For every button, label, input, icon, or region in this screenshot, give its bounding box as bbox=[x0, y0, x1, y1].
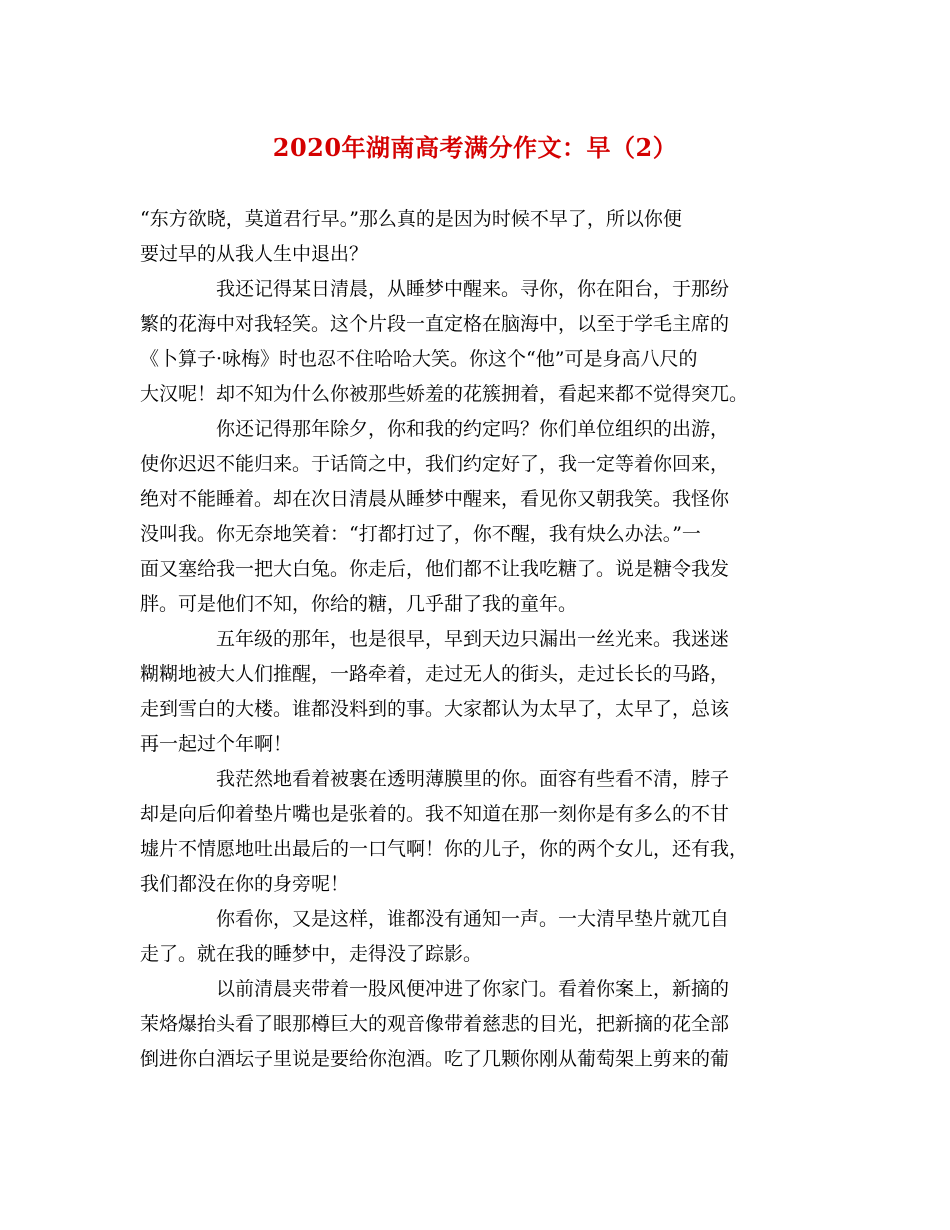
text-line: 我茫然地看着被裹在透明薄膜里的你。面容有些看不清，脖子 bbox=[140, 768, 730, 790]
text-line: “东方欲晓，莫道君行早。”那么真的是因为时候不早了，所以你便 bbox=[140, 208, 682, 230]
text-line: 却是向后仰着垫片嘴也是张着的。我不知道在那一刻你是有多么的不甘 bbox=[140, 803, 730, 825]
text-line: 《卜算子·咏梅》时也忍不住哈哈大笑。你这个“他”可是身高八尺的 bbox=[140, 348, 698, 370]
text-line: 繁的花海中对我轻笑。这个片段一直定格在脑海中，以至于学毛主席的 bbox=[140, 313, 730, 335]
text-line: 绝对不能睡着。却在次日清晨从睡梦中醒来，看见你又朝我笑。我怪你 bbox=[140, 488, 730, 510]
text-line: 走了。就在我的睡梦中，走得没了踪影。 bbox=[140, 943, 483, 965]
text-line: 我还记得某日清晨，从睡梦中醒来。寻你，你在阳台，于那纷 bbox=[140, 278, 730, 300]
essay-body bbox=[140, 202, 828, 1077]
text-line: 没叫我。你无奈地笑着：“打都打过了，你不醒，我有炔么办法。”一 bbox=[140, 523, 701, 545]
text-line: 胖。可是他们不知，你给的糖，几乎甜了我的童年。 bbox=[140, 593, 578, 615]
text-line: 要过早的从我人生中退出？ bbox=[140, 243, 369, 265]
text-line: 五年级的那年，也是很早，早到天边只漏出一丝光来。我迷迷 bbox=[140, 628, 730, 650]
text-line: 糊糊地被大人们推醒，一路牵着，走过无人的街头，走过长长的马路， bbox=[140, 663, 730, 685]
text-line: 走到雪白的大楼。谁都没料到的事。大家都认为太早了，太早了，总该 bbox=[140, 698, 730, 720]
text-line: 倒进你白酒坛子里说是要给你泡酒。吃了几颗你刚从葡萄架上剪来的葡 bbox=[140, 1048, 730, 1070]
text-line: 使你迟迟不能归来。于话筒之中，我们约定好了，我一定等着你回来， bbox=[140, 453, 730, 475]
text-line: 面又塞给我一把大白兔。你走后，他们都不让我吃糖了。说是糖令我发 bbox=[140, 558, 730, 580]
text-line: 你还记得那年除夕，你和我的约定吗？你们单位组织的出游， bbox=[140, 418, 730, 440]
text-line: 再一起过个年啊！ bbox=[140, 733, 293, 755]
document-title: 2020年湖南高考满分作文：早（2） bbox=[272, 133, 678, 162]
text-line: 墟片不情愿地吐出最后的一口气啊！你的儿子，你的两个女儿，还有我， bbox=[140, 838, 749, 860]
text-line: 你看你，又是这样，谁都没有通知一声。一大清早垫片就兀自 bbox=[140, 908, 730, 930]
text-line: 大汉呢！却不知为什么你被那些娇羞的花簇拥着，看起来都不觉得突兀。 bbox=[140, 383, 749, 405]
text-line: 我们都没在你的身旁呢！ bbox=[140, 873, 350, 895]
text-line: 茉烙爆抬头看了眼那樽巨大的观音像带着慈悲的目光，把新摘的花全部 bbox=[140, 1013, 730, 1035]
text-line: 以前清晨夹带着一股风便冲进了你家门。看着你案上，新摘的 bbox=[140, 978, 730, 1000]
